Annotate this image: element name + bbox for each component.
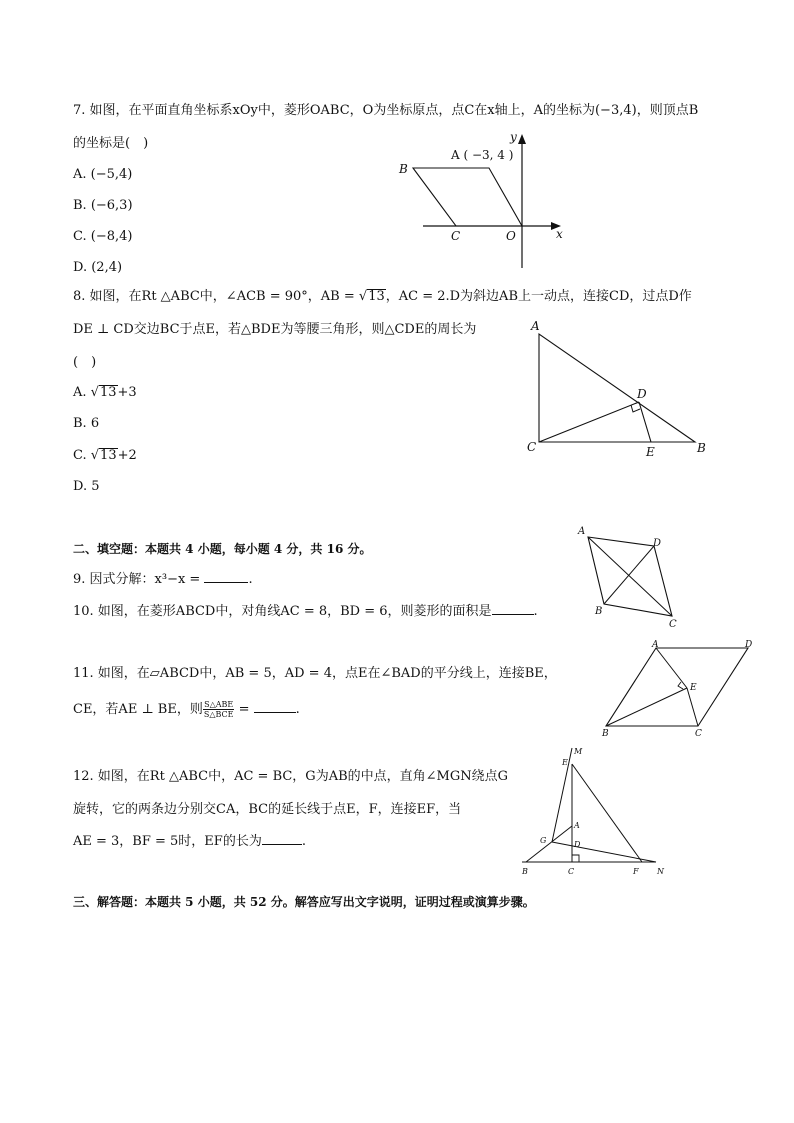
q12-label-f: F (633, 867, 639, 876)
q8-label-d: D (637, 387, 647, 401)
q12-rotating-angle-figure (516, 744, 676, 878)
q11-right-angle-mark (678, 682, 683, 689)
q10-label-d: D (653, 538, 662, 549)
q12-label-c: C (568, 867, 575, 876)
q12-label-a: A (574, 821, 580, 830)
q7-coordinate-figure (395, 128, 575, 273)
q10-label-c: C (669, 619, 677, 630)
q7-stem-line1: 7. 如图，在平面直角坐标系xOy中，菱形OABC，O为坐标原点，点C在x轴上，A的坐标为(−3,4)，则顶点B (73, 103, 699, 118)
q8-option-a: A. √13+3 (73, 385, 137, 400)
q10-label-b: B (595, 606, 603, 617)
q8-triangle-figure (525, 318, 715, 463)
q12-label-b: B (522, 867, 528, 876)
q8-stem-line1-post: ，AC = 2.D为斜边AB上一动点，连接CD，过点D作 (385, 289, 692, 304)
q12-right-angle-mark (572, 855, 579, 862)
q7-label-b: B (399, 162, 408, 176)
q8-triangle-abc (539, 334, 695, 442)
q8-option-b: B. 6 (73, 416, 100, 431)
q8-stem-line1-pre: 8. 如图，在Rt △ABC中，∠ACB = 90°，AB = (73, 289, 359, 304)
q8-right-angle-mark (631, 405, 640, 412)
q7-stem-line2: 的坐标是( ) (73, 136, 149, 151)
q8-option-c: C. √13+2 (73, 448, 137, 463)
q7-option-c: C. (−8,4) (73, 229, 133, 244)
q11-label-c: C (695, 729, 702, 739)
q11-label-b: B (602, 729, 609, 739)
q11-parallelogram-abcd (606, 648, 748, 726)
q12-label-m: M (574, 747, 583, 756)
section2-heading: 二、填空题：本题共 4 小题，每小题 4 分，共 16 分。 (73, 542, 372, 556)
q9-stem: 9. 因式分解：x³−x = . (73, 572, 253, 587)
q8-stem-line2: DE ⊥ CD交边BC于点E，若△BDE为等腰三角形，则△CDE的周长为 (73, 322, 477, 337)
q7-rhombus (413, 168, 522, 226)
q11-label-a: A (652, 640, 659, 650)
q12-label-n: N (657, 867, 664, 876)
q10-rhombus-figure (574, 522, 686, 630)
q7-option-d: D. (2,4) (73, 260, 123, 275)
q7-label-o: O (506, 229, 516, 243)
q11-label-e: E (690, 683, 697, 693)
q11-segment-ce (687, 688, 698, 726)
q12-label-d: D (574, 840, 581, 849)
q12-segment-ba (526, 826, 572, 862)
q10-stem: 10. 如图，在菱形ABCD中，对角线AC = 8，BD = 6，则菱形的面积是 . (73, 604, 538, 619)
q7-option-b: B. (−6,3) (73, 198, 133, 213)
q7-label-c: C (451, 229, 461, 243)
q7-option-a: A. (−5,4) (73, 167, 133, 182)
q11-stem-line1: 11. 如图，在▱ABCD中，AB = 5，AD = 4，点E在∠BAD的平分线上，连接BE， (73, 666, 557, 681)
q8-sqrt-13: 13 (368, 289, 385, 304)
q8-segment-cd (539, 402, 639, 442)
q10-diagonal-bd (604, 546, 654, 604)
section3-heading: 三、解答题：本题共 5 小题，共 52 分。解答应写出文字说明，证明过程或演算步骤。 (73, 895, 535, 909)
q7-label-x: x (556, 227, 563, 241)
q8-stem-line1: 8. 如图，在Rt △ABC中，∠ACB = 90°，AB = √13，AC = 2.D为斜边AB上一动点，连接CD，过点D作 (73, 289, 692, 304)
q8-label-a: A (531, 319, 540, 333)
q7-y-arrow (518, 134, 526, 144)
q12-segment-ef (572, 764, 642, 862)
q9-answer-blank[interactable] (204, 582, 248, 583)
q8-label-b: B (697, 441, 706, 455)
q8-stem-line3: ( ) (73, 355, 97, 370)
q12-label-e: E (562, 758, 568, 767)
q12-answer-blank[interactable] (262, 844, 302, 845)
q11-area-ratio: $\frac{\text{S△ABE}}{\text{S△BCE}}$ (203, 700, 234, 719)
q10-label-a: A (578, 526, 586, 537)
q11-answer-blank[interactable] (254, 712, 296, 713)
q12-stem-line3: AE = 3，BF = 5时，EF的长为 . (73, 834, 306, 849)
q12-stem-line2: 旋转，它的两条边分别交CA，BC的延长线于点E，F，连接EF，当 (73, 802, 462, 817)
q10-answer-blank[interactable] (492, 614, 534, 615)
q11-parallelogram-figure (598, 640, 758, 738)
q11-segment-ae (656, 648, 687, 688)
q11-stem-line2: CE，若AE ⊥ BE，则 $\frac{\text{S△ABE}}{\text{S△BCE}}$ = . (73, 700, 300, 719)
q12-label-g: G (540, 836, 547, 845)
q8-label-e: E (646, 445, 655, 459)
q11-label-d: D (745, 640, 753, 650)
q7-label-a: A ( −3, 4 ) (451, 148, 514, 162)
q12-stem-line1: 12. 如图，在Rt △ABC中，AC = BC，G为AB的中点，直角∠MGN绕点G (73, 769, 508, 784)
q7-label-y: y (510, 130, 517, 144)
q8-label-c: C (527, 440, 537, 454)
q8-option-d: D. 5 (73, 479, 100, 494)
